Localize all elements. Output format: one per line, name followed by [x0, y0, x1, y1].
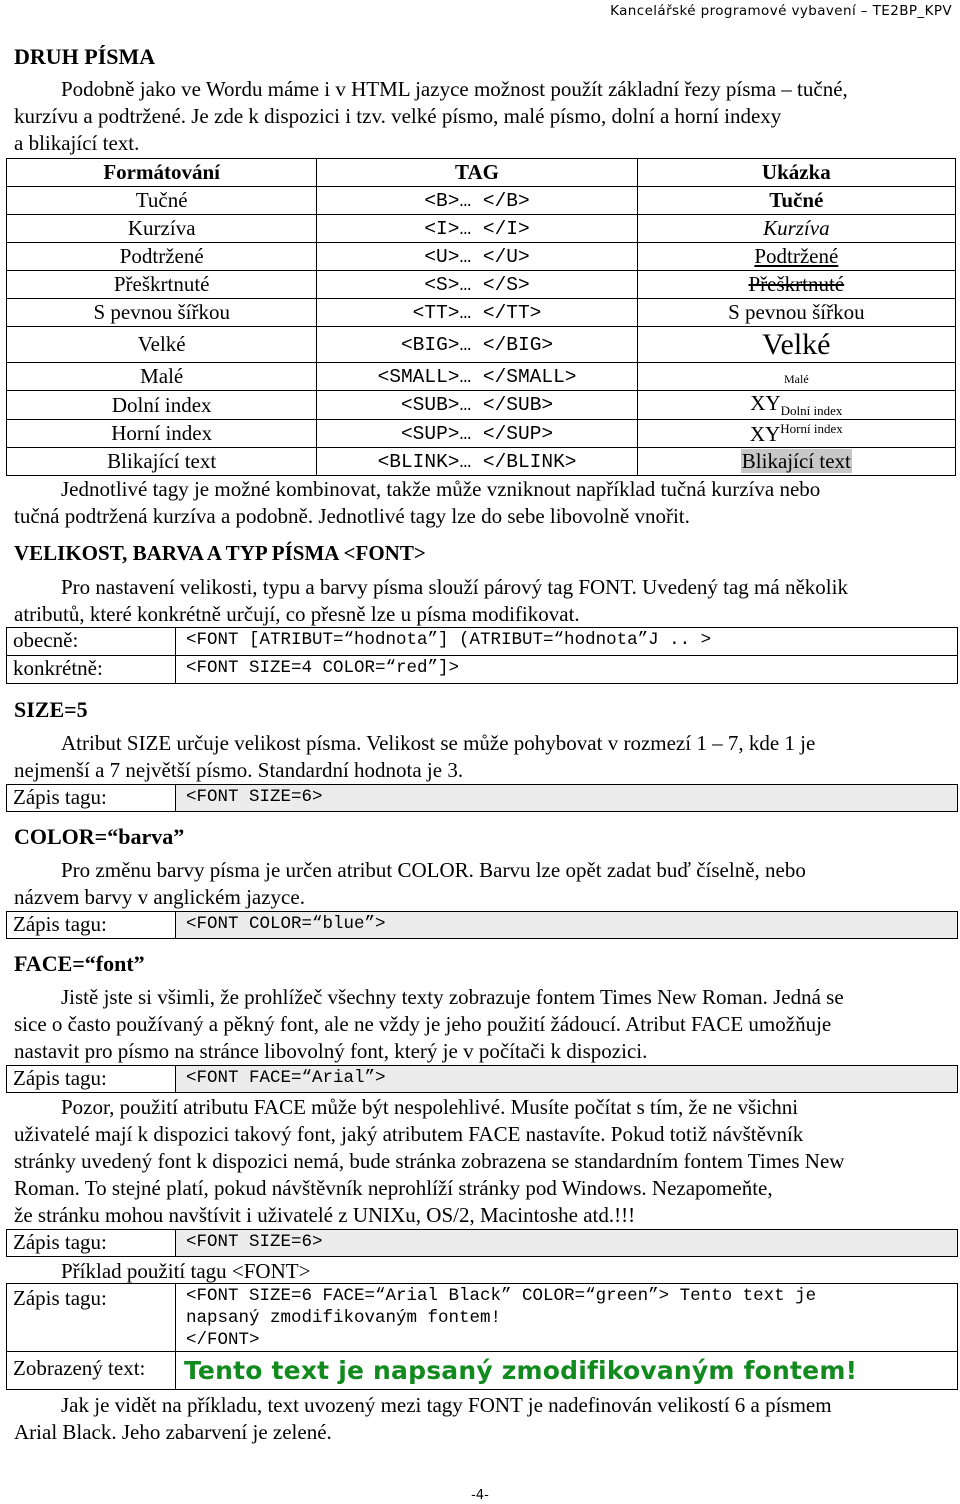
syntax-table-face-size	[6, 1229, 958, 1257]
syntax-label: Zápis tagu:	[7, 1284, 176, 1352]
table-row	[7, 1352, 958, 1390]
sample-italic: Kurzíva	[763, 216, 830, 240]
format-sample	[637, 271, 955, 299]
format-tag: <SUP>… </SUP>	[317, 420, 637, 448]
syntax-label: Zobrazený text:	[7, 1352, 176, 1390]
sample-small: Malé	[784, 372, 809, 386]
syntax-label: Zápis tagu:	[7, 1066, 176, 1093]
running-header: Kancelářské programové vybavení – TE2BP_KPV	[610, 3, 952, 19]
table-row	[7, 1066, 958, 1093]
code-line: <FONT SIZE=6 FACE=“Arial Black” COLOR=“green”> Tento text je	[186, 1286, 817, 1306]
format-name: Přeškrtnuté	[7, 271, 317, 299]
table-row	[7, 785, 958, 812]
table-row	[7, 215, 956, 243]
page-number: -4-	[471, 1488, 489, 1503]
table-row	[7, 363, 956, 391]
format-name: Blikající text	[7, 448, 317, 476]
syntax-table-face	[6, 1065, 958, 1093]
paragraph-line: nejmenší a 7 největší písmo. Standardní hodnota je 3.	[14, 758, 464, 782]
table-row	[7, 271, 956, 299]
sample-blink: Blikající text	[741, 449, 851, 474]
format-name: Podtržené	[7, 243, 317, 271]
sample-superscript: Horní index	[780, 420, 843, 436]
example-code	[176, 1284, 958, 1352]
code-line: </FONT>	[186, 1330, 260, 1350]
syntax-table-general	[6, 627, 958, 684]
paragraph-line: Pozor, použití atributu FACE může být nespolehlivé. Musíte počítat s tím, že ne všichni	[61, 1095, 799, 1119]
format-name: Tučné	[7, 187, 317, 215]
format-name: S pevnou šířkou	[7, 299, 317, 327]
format-sample	[637, 187, 955, 215]
table-row	[7, 420, 956, 448]
paragraph-line: nastavit pro písmo na stránce libovolný font, který je v počítači k dispozici.	[14, 1039, 648, 1063]
format-sample	[637, 420, 955, 448]
paragraph-line: Jednotlivé tagy je možné kombinovat, takže může vzniknout například tučná kurzíva nebo	[61, 477, 821, 501]
paragraph-line: Atribut SIZE určuje velikost písma. Velikost se může pohybovat v rozmezí 1 – 7, kde 1 je	[61, 731, 816, 755]
paragraph-line: Pro změnu barvy písma je určen atribut COLOR. Barvu lze opět zadat buď číselně, nebo	[61, 858, 806, 882]
format-tag: <BIG>… </BIG>	[317, 327, 637, 363]
format-tag: <B>… </B>	[317, 187, 637, 215]
syntax-code: <FONT [ATRIBUT=“hodnota”] (ATRIBUT=“hodnota”J .. >	[176, 628, 958, 656]
format-sample	[637, 391, 955, 420]
format-tag: <SUB>… </SUB>	[317, 391, 637, 420]
example-title: Příklad použití tagu <FONT>	[61, 1259, 311, 1283]
syntax-label: konkrétně:	[7, 656, 176, 684]
sample-base: XY	[749, 421, 781, 446]
section-heading-druh: DRUH PÍSMA	[14, 44, 156, 69]
syntax-code: <FONT SIZE=6>	[176, 785, 958, 812]
format-tag: <I>… </I>	[317, 215, 637, 243]
sample-strike: Přeškrtnuté	[748, 272, 845, 296]
table-row	[7, 1284, 958, 1352]
table-row	[7, 391, 956, 420]
format-name: Dolní index	[7, 391, 317, 420]
section-heading-color: COLOR=“barva”	[14, 824, 185, 849]
rendered-example-text: Tento text je napsaný zmodifikovaným fontem!	[184, 1356, 858, 1385]
syntax-label: obecně:	[7, 628, 176, 656]
format-sample	[637, 215, 955, 243]
format-sample	[637, 448, 955, 476]
syntax-label: Zápis tagu:	[7, 1230, 176, 1257]
syntax-table-color	[6, 911, 958, 939]
column-header: Formátování	[7, 159, 317, 187]
section-heading-face: FACE=“font”	[14, 951, 145, 976]
paragraph-line: tučná podtržená kurzíva a podobně. Jednotlivé tagy lze do sebe libovolně vnořit.	[14, 504, 690, 528]
paragraph-line: a blikající text.	[14, 131, 140, 155]
paragraph-line: Jistě jste si všimli, že prohlížeč všechny texty zobrazuje fontem Times New Roman. Jedná se	[61, 985, 844, 1009]
format-name: Kurzíva	[7, 215, 317, 243]
formatting-table	[6, 158, 956, 476]
sample-subscript: Dolní index	[780, 403, 843, 419]
paragraph-line: Jak je vidět na příkladu, text uvozený mezi tagy FONT je nadefinován velikostí 6 a písmem	[61, 1393, 832, 1417]
table-row	[7, 327, 956, 363]
paragraph-line: kurzívu a podtržené. Je zde k dispozici i tzv. velké písmo, malé písmo, dolní a horní indexy	[14, 104, 782, 128]
paragraph-line: názvem barvy v anglickém jazyce.	[14, 885, 305, 909]
table-header-row	[7, 159, 956, 187]
paragraph-line: uživatelé mají k dispozici takový font, jaký atributem FACE nastavíte. Pokud totiž návštěvník	[14, 1122, 804, 1146]
code-line: napsaný zmodifikovaným fontem!	[186, 1308, 502, 1328]
syntax-code: <FONT SIZE=6>	[176, 1230, 958, 1257]
format-sample	[637, 327, 955, 363]
paragraph-line: Roman. To stejné platí, pokud návštěvník neprohlíží stránky pod Windows. Nezapomeňte,	[14, 1176, 773, 1200]
table-row	[7, 1230, 958, 1257]
format-tag: <TT>… </TT>	[317, 299, 637, 327]
syntax-code: <FONT SIZE=4 COLOR=“red”]>	[176, 656, 958, 684]
paragraph-line: Pro nastavení velikosti, typu a barvy písma slouží párový tag FONT. Uvedený tag má několik	[61, 575, 848, 599]
format-sample: S pevnou šířkou	[637, 299, 955, 327]
format-name: Velké	[7, 327, 317, 363]
syntax-code: <FONT FACE=“Arial”>	[176, 1066, 958, 1093]
column-header: Ukázka	[637, 159, 955, 187]
sample-base: XY	[750, 391, 781, 415]
syntax-code: <FONT COLOR=“blue”>	[176, 912, 958, 939]
table-row	[7, 656, 958, 684]
example-table	[6, 1283, 958, 1390]
table-row	[7, 243, 956, 271]
paragraph-line: že stránku mohou navštívit i uživatelé z UNIXu, OS/2, Macintoshe atd.!!!	[14, 1203, 636, 1227]
paragraph-line: stránky uvedený font k dispozici nemá, bude stránka zobrazena se standardním fontem Times New	[14, 1149, 845, 1173]
paragraph-line: sice o často používaný a pěkný font, ale ne vždy je jeho použití žádoucí. Atribut FACE umožňuje	[14, 1012, 832, 1036]
format-name: Malé	[7, 363, 317, 391]
table-row	[7, 912, 958, 939]
paragraph-line: atributů, které konkrétně určují, co přesně lze u písma modifikovat.	[14, 602, 580, 626]
table-row	[7, 628, 958, 656]
column-header: TAG	[317, 159, 637, 187]
syntax-label: Zápis tagu:	[7, 785, 176, 812]
section-heading-size: SIZE=5	[14, 697, 88, 722]
paragraph-line: Podobně jako ve Wordu máme i v HTML jazyce možnost použít základní řezy písma – tučné,	[61, 77, 848, 101]
paragraph-line: Arial Black. Jeho zabarvení je zelené.	[14, 1420, 332, 1444]
format-tag: <BLINK>… </BLINK>	[317, 448, 637, 476]
format-sample	[637, 363, 955, 391]
shown-text-cell	[176, 1352, 958, 1390]
table-row	[7, 448, 956, 476]
syntax-label: Zápis tagu:	[7, 912, 176, 939]
table-row	[7, 187, 956, 215]
table-row	[7, 299, 956, 327]
sample-bold: Tučné	[769, 188, 824, 212]
section-heading-font: VELIKOST, BARVA A TYP PÍSMA <FONT>	[14, 541, 426, 565]
format-name: Horní index	[7, 420, 317, 448]
format-tag: <S>… </S>	[317, 271, 637, 299]
sample-underline: Podtržené	[754, 244, 839, 268]
syntax-table-size	[6, 784, 958, 812]
sample-big: Velké	[762, 327, 831, 361]
format-sample	[637, 243, 955, 271]
format-tag: <U>… </U>	[317, 243, 637, 271]
format-tag: <SMALL>… </SMALL>	[317, 363, 637, 391]
